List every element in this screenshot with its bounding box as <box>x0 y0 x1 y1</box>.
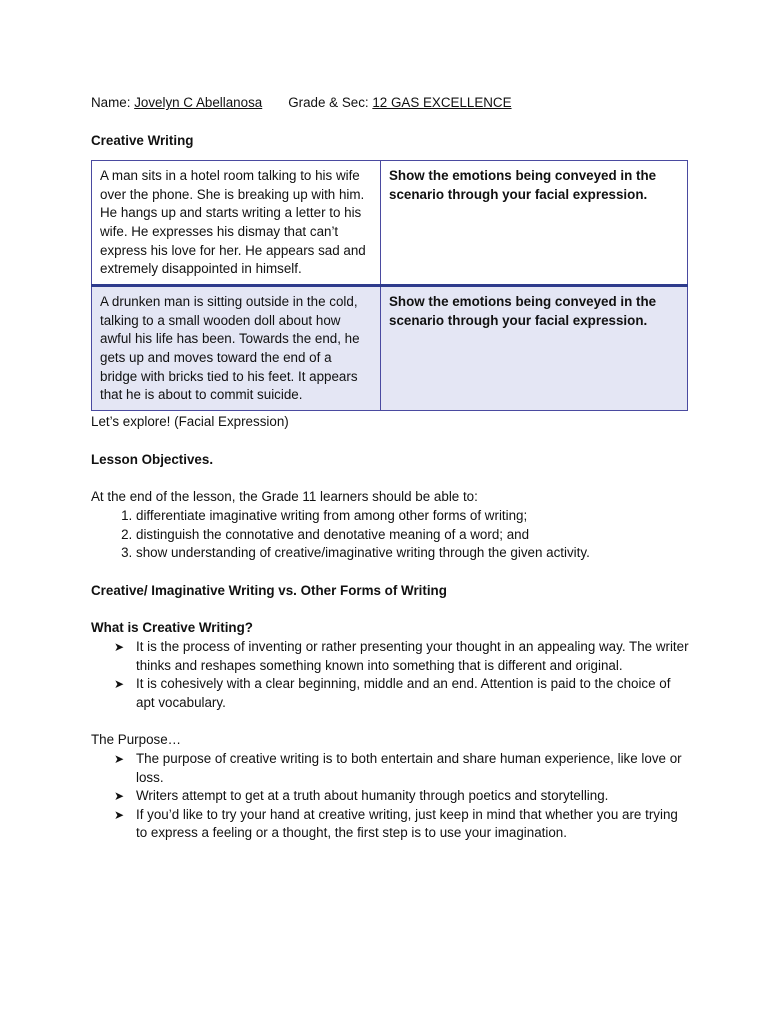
table-row <box>92 286 688 411</box>
name-field <box>91 94 262 113</box>
list-item <box>114 806 691 843</box>
bullet-text: It is cohesively with a clear beginning, middle and an end. Attention is paid to the choice of apt vocabulary. <box>136 676 671 710</box>
explore-line: Let’s explore! (Facial Expression) <box>91 414 289 430</box>
bullet-text: Writers attempt to get at a truth about humanity through poetics and storytelling. <box>136 788 609 804</box>
objectives-list <box>91 507 691 563</box>
scenario-cell: A man sits in a hotel room talking to his wife over the phone. She is breaking up with him. He hangs up and starts writing a letter to his wife. He expresses his dismay that can’t express his love for her. He appears sad and extremely disappointed in himself. <box>92 161 381 286</box>
arrowhead-bullet-icon: ➤ <box>114 639 125 654</box>
bullet-text: It is the process of inventing or rather presenting your thought in an appealing way. The writer thinks and reshapes something known into something that is different and original. <box>136 638 689 673</box>
objectives-heading: Lesson Objectives. <box>91 451 214 467</box>
purpose-bullets <box>91 750 691 843</box>
list-item <box>114 675 691 712</box>
what-heading: What is Creative Writing? <box>91 620 253 636</box>
arrowhead-bullet-icon: ➤ <box>114 807 125 822</box>
grade-field <box>288 94 511 113</box>
purpose-heading: The Purpose… <box>91 732 182 748</box>
objectives-intro: At the end of the lesson, the Grade 11 learners should be able to: <box>91 489 478 505</box>
name-value: Jovelyn C Abellanosa <box>134 95 263 110</box>
name-label: Name: <box>91 95 131 110</box>
table-row <box>92 161 688 286</box>
list-item: 3. show understanding of creative/imaginative writing through the given activity. <box>136 544 691 563</box>
list-item: 2. distinguish the connotative and denotative meaning of a word; and <box>136 526 691 545</box>
scenario-cell: A drunken man is sitting outside in the cold, talking to a small wooden doll about how awful his life has been. Towards the end, he gets up and moves toward the end of a bridge with bricks tied to his feet. It appears that he is about to commit suicide. <box>92 286 381 411</box>
grade-label: Grade & Sec: <box>288 95 369 110</box>
grade-value: 12 GAS EXCELLENCE <box>372 95 512 110</box>
header-line <box>91 94 691 113</box>
arrowhead-bullet-icon: ➤ <box>114 751 125 766</box>
what-bullets <box>91 638 691 712</box>
document-page <box>91 94 691 843</box>
page-title: Creative Writing <box>91 132 194 148</box>
instruction-cell: Show the emotions being conveyed in the scenario through your facial expression. <box>381 286 688 411</box>
arrowhead-bullet-icon: ➤ <box>114 677 125 692</box>
bullet-text: The purpose of creative writing is to both entertain and share human experience, like love or loss. <box>136 750 682 785</box>
list-item <box>114 750 691 787</box>
bullet-text: If you’d like to try your hand at creative writing, just keep in mind that whether you are trying to express a feeling or a thought, the first step is to use your imagination. <box>136 806 678 841</box>
arrowhead-bullet-icon: ➤ <box>114 789 125 804</box>
instruction-cell: Show the emotions being conveyed in the scenario through your facial expression. <box>381 161 688 286</box>
list-item <box>114 787 691 806</box>
section-heading: Creative/ Imaginative Writing vs. Other Forms of Writing <box>91 582 447 598</box>
scenario-table <box>91 160 688 411</box>
list-item <box>114 638 691 675</box>
list-item: 1. differentiate imaginative writing from among other forms of writing; <box>136 507 691 526</box>
